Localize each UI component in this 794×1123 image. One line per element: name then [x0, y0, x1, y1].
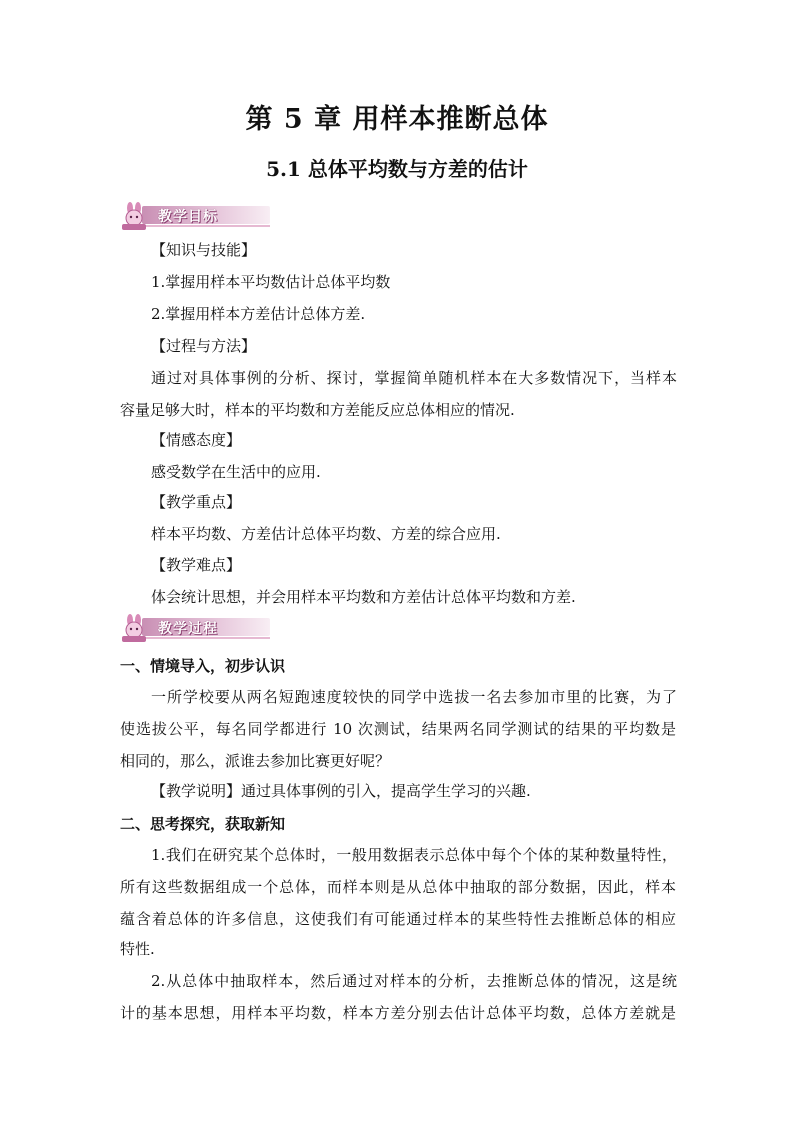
section2-text: 计的基本思想，用样本平均数，样本方差分别去估计总体平均数，总体方差就是: [120, 1004, 676, 1022]
attitude-text: 感受数学在生活中的应用.: [151, 463, 321, 481]
section2-text: 蕴含着总体的许多信息，这使我们有可能通过样本的某些特性去推断总体的相应: [120, 910, 676, 928]
process-badge: 教学过程: [116, 614, 276, 642]
section2-text: 特性.: [120, 940, 155, 958]
section1-text: 使选拔公平，每名同学都进行 10 次测试，结果两名同学测试的结果的平均数是: [120, 720, 676, 738]
process-header: 【过程与方法】: [151, 337, 257, 355]
rabbit-mascot-icon: [116, 202, 156, 232]
section-title: 5.1 总体平均数与方差的估计: [266, 157, 528, 181]
section2-text: 2.从总体中抽取样本，然后通过对样本的分析，去推断总体的情况，这是统: [151, 972, 677, 990]
section2-text: 1.我们在研究某个总体时，一般用数据表示总体中每个个体的某种数量特性，: [151, 846, 677, 864]
key-text: 样本平均数、方差估计总体平均数、方差的综合应用.: [151, 525, 501, 543]
key-header: 【教学重点】: [151, 493, 242, 511]
section1-text: 相同的，那么，派谁去参加比赛更好呢？: [120, 752, 391, 770]
knowledge-item: 1.掌握用样本平均数估计总体平均数: [151, 273, 391, 291]
difficult-header: 【教学难点】: [151, 556, 242, 574]
difficult-text: 体会统计思想，并会用样本平均数和方差估计总体平均数和方差.: [151, 588, 576, 606]
section1-text: 一所学校要从两名短跑速度较快的同学中选拔一名去参加市里的比赛，为了: [151, 688, 677, 706]
section2-heading: 二、思考探究，获取新知: [120, 815, 286, 833]
knowledge-item: 2.掌握用样本方差估计总体方差.: [151, 305, 366, 323]
process-text: 容量足够大时，样本的平均数和方差能反应总体相应的情况.: [120, 401, 515, 419]
goals-badge: 教学目标: [116, 202, 276, 230]
section1-note: 【教学说明】通过具体事例的引入，提高学生学习的兴趣.: [151, 782, 531, 800]
section2-text: 所有这些数据组成一个总体，而样本则是从总体中抽取的部分数据，因此，样本: [120, 878, 676, 896]
process-text: 通过对具体事例的分析、探讨，掌握简单随机样本在大多数情况下，当样本: [151, 369, 677, 387]
knowledge-header: 【知识与技能】: [151, 241, 257, 259]
attitude-header: 【情感态度】: [151, 431, 242, 449]
rabbit-mascot-icon: [116, 614, 156, 644]
chapter-title: 第 5 章 用样本推断总体: [245, 104, 549, 135]
section1-heading: 一、情境导入，初步认识: [120, 657, 286, 675]
